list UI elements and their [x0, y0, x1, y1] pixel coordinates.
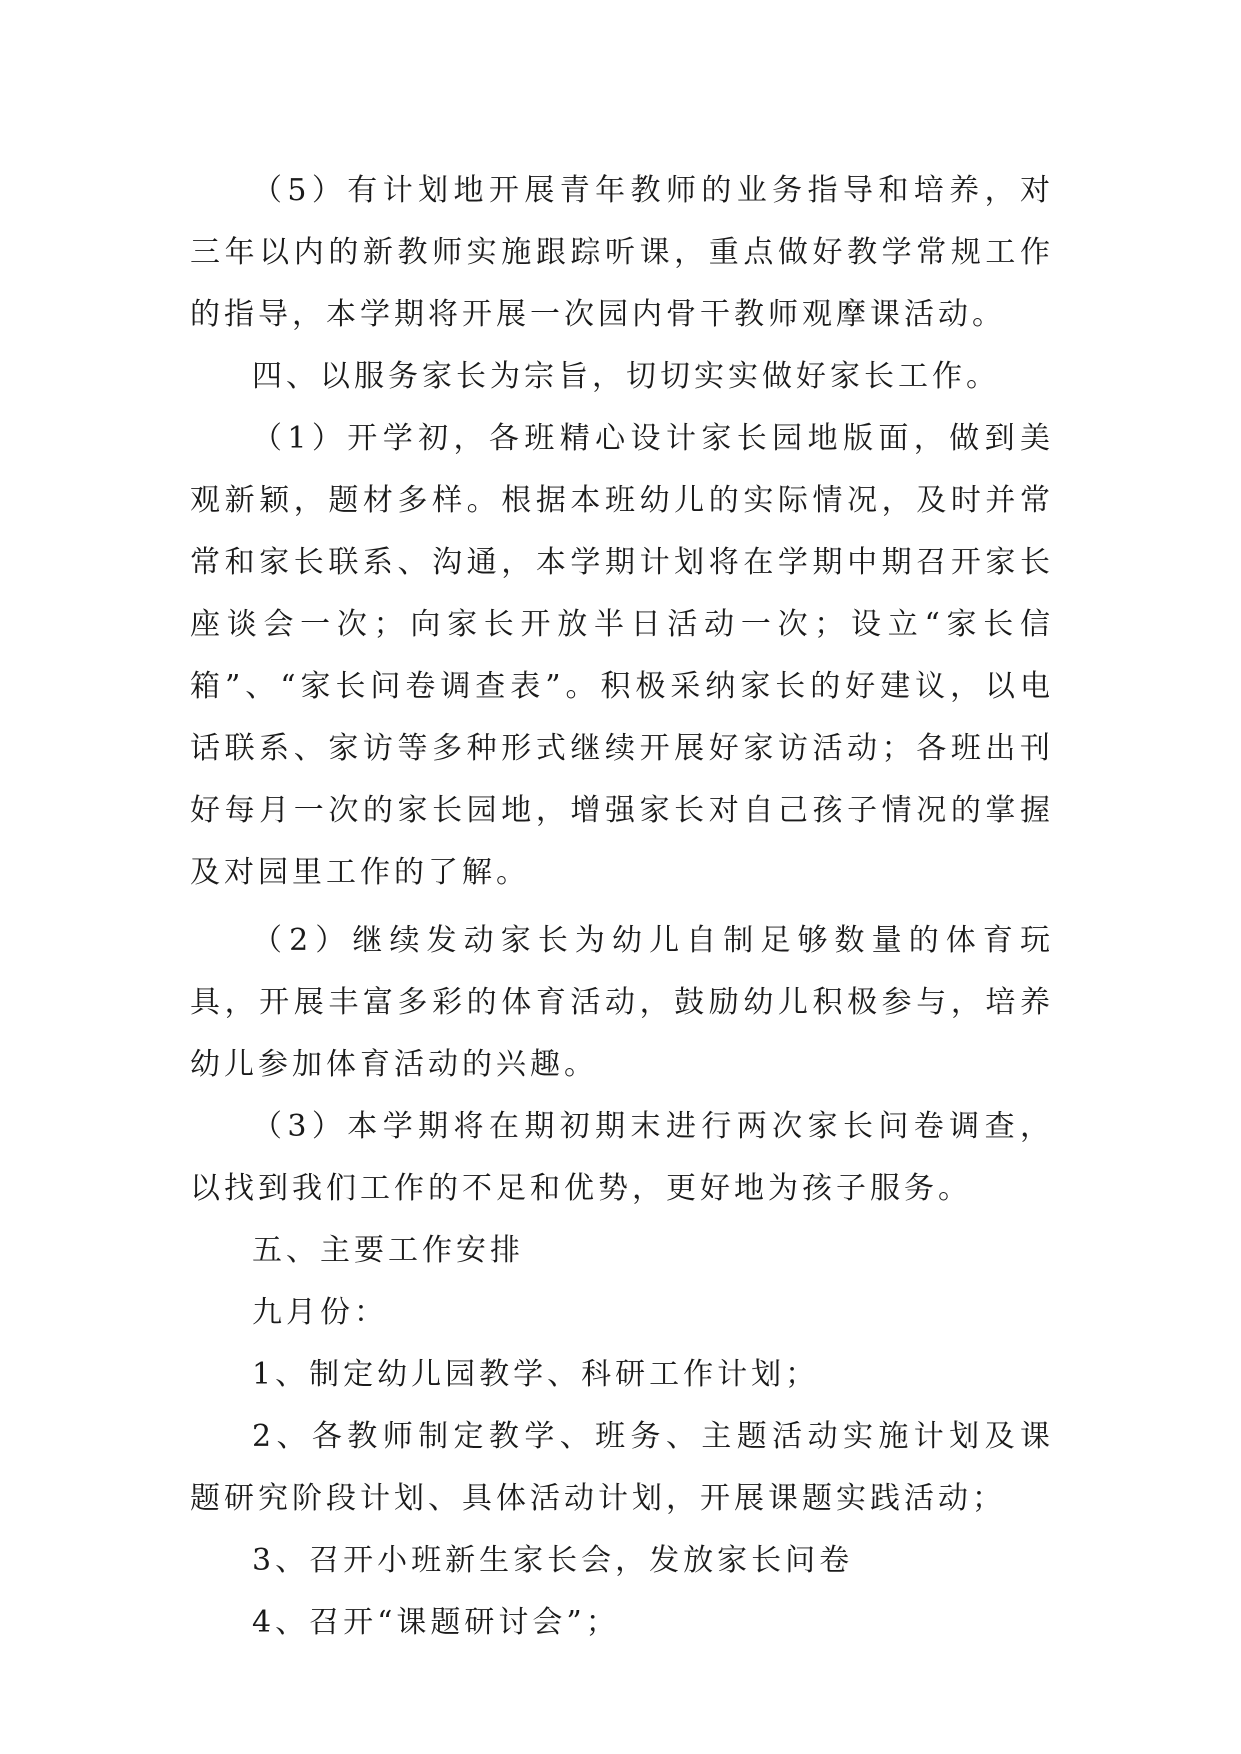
list-item-4: 4、召开“课题研讨会”；: [252, 1605, 620, 1640]
paragraph-parent-garden: （1）开学初，各班精心设计家长园地版面，做到美观新颖，题材多样。根据本班幼儿的实际情况，及时并常常和家长联系、沟通，本学期计划将在学期中期召开家长座谈会一次；向家长开放半日活动一次；设立“家长信箱”、“家长问卷调查表”。积极采纳家长的好建议，以电话联系、家访等多种形式继续开展好家访活动；各班出刊好每月一次的家长园地，增强家长对自己孩子情况的掌握及对园里工作的了解。: [190, 421, 1054, 890]
paragraph-teacher-training: （5）有计划地开展青年教师的业务指导和培养，对三年以内的新教师实施跟踪听课，重点做好教学常规工作的指导，本学期将开展一次园内骨干教师观摩课活动。: [190, 173, 1054, 332]
list-item-3: 3、召开小班新生家长会，发放家长问卷: [252, 1543, 854, 1578]
document-body: [190, 160, 1054, 1654]
paragraph-parent-survey: （3）本学期将在期初期末进行两次家长问卷调查，以找到我们工作的不足和优势，更好地为孩子服务。: [190, 1109, 1054, 1206]
list-item-2: 2、各教师制定教学、班务、主题活动实施计划及课题研究阶段计划、具体活动计划，开展课题实践活动；: [190, 1419, 1054, 1516]
month-label-september: 九月份：: [252, 1295, 388, 1330]
section-heading-work-schedule: 五、主要工作安排: [252, 1233, 524, 1268]
section-heading-parent-work: 四、以服务家长为宗旨，切切实实做好家长工作。: [252, 359, 1000, 394]
list-item-1: 1、制定幼儿园教学、科研工作计划；: [252, 1357, 820, 1392]
paragraph-sports-toys: （2）继续发动家长为幼儿自制足够数量的体育玩具，开展丰富多彩的体育活动，鼓励幼儿积极参与，培养幼儿参加体育活动的兴趣。: [190, 923, 1054, 1082]
